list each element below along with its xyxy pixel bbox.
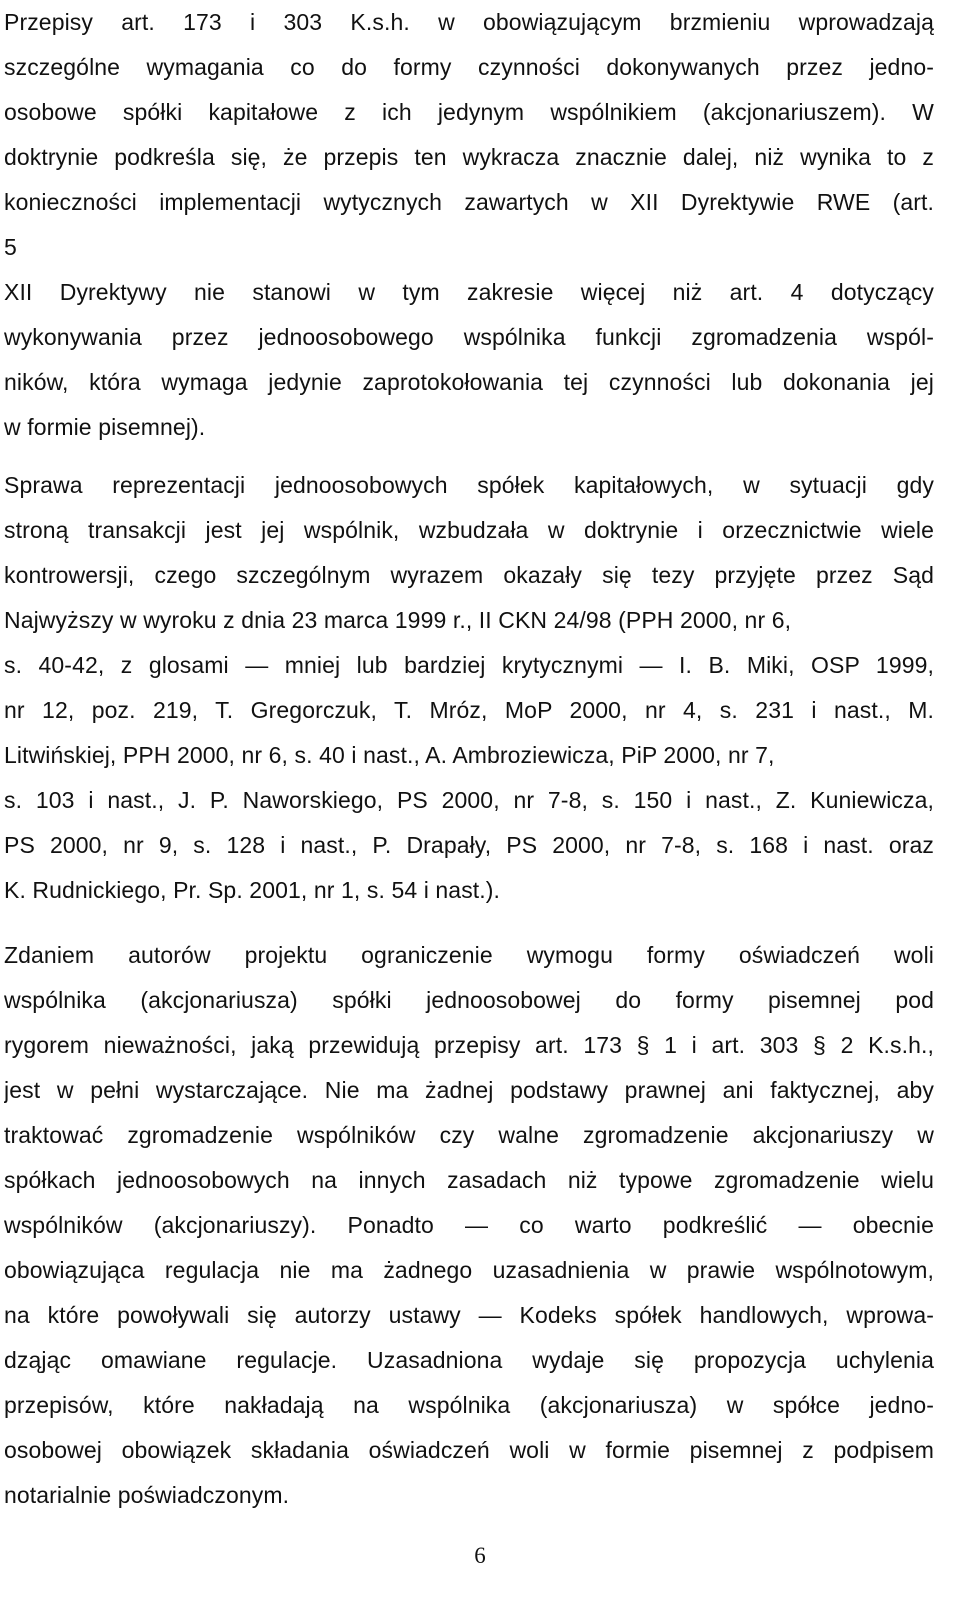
text-line: PS 2000, nr 9, s. 128 i nast., P. Drapały, PS 2000, nr 7-8, s. 168 i nast. oraz bbox=[4, 832, 934, 858]
text-line: stroną transakcji jest jej wspólnik, wzbudzała w doktrynie i orzecznictwie wiele bbox=[4, 517, 934, 543]
text-line: w formie pisemnej). bbox=[4, 414, 206, 440]
text-line: kontrowersji, czego szczególnym wyrazem okazały się tezy przyjęte przez Sąd bbox=[4, 562, 934, 588]
text-line: spółkach jednoosobowych na innych zasadach niż typowe zgromadzenie wielu bbox=[4, 1167, 934, 1193]
text-line: wykonywania przez jednoosobowego wspólnika funkcji zgromadzenia wspól- bbox=[4, 324, 934, 350]
text-line: wspólników (akcjonariuszy). Ponadto — co warto podkreślić — obecnie bbox=[4, 1212, 934, 1238]
page-number: 6 bbox=[474, 1543, 486, 1568]
text-line: dząjąc omawiane regulacje. Uzasadniona wydaje się propozycja uchylenia bbox=[4, 1347, 934, 1373]
text-line: osobowe spółki kapitałowe z ich jedynym wspólnikiem (akcjonariuszem). W bbox=[4, 99, 934, 125]
text-line: obowiązująca regulacja nie ma żadnego uzasadnienia w prawie wspólnotowym, bbox=[4, 1257, 934, 1283]
text-line: Litwińskiej, PPH 2000, nr 6, s. 40 i nast., A. Ambroziewicza, PiP 2000, nr 7, bbox=[4, 742, 775, 768]
text-line: nr 12, poz. 219, T. Gregorczuk, T. Mróz, MoP 2000, nr 4, s. 231 i nast., M. bbox=[4, 697, 934, 723]
text-line: jest w pełni wystarczające. Nie ma żadnej podstawy prawnej ani faktycznej, aby bbox=[4, 1077, 934, 1103]
text-line: Zdaniem autorów projektu ograniczenie wymogu formy oświadczeń woli bbox=[4, 942, 934, 968]
document-page bbox=[4, 0, 934, 1518]
text-line: 5 bbox=[4, 234, 17, 260]
paragraph-1 bbox=[4, 0, 934, 450]
text-line: osobowej obowiązek składania oświadczeń woli w formie pisemnej z podpisem bbox=[4, 1437, 934, 1463]
text-line: przepisów, które nakładają na wspólnika (akcjonariusza) w spółce jedno- bbox=[4, 1392, 934, 1418]
text-line: wspólnika (akcjonariusza) spółki jednoosobowej do formy pisemnej pod bbox=[4, 987, 934, 1013]
text-line: XII Dyrektywy nie stanowi w tym zakresie więcej niż art. 4 dotyczący bbox=[4, 279, 934, 305]
text-line: rygorem nieważności, jaką przewidują przepisy art. 173 § 1 i art. 303 § 2 K.s.h., bbox=[4, 1032, 934, 1058]
text-line: traktować zgromadzenie wspólników czy walne zgromadzenie akcjonariuszy w bbox=[4, 1122, 934, 1148]
text-line: szczególne wymagania co do formy czynności dokonywanych przez jedno- bbox=[4, 54, 934, 80]
text-line: doktrynie podkreśla się, że przepis ten wykracza znacznie dalej, niż wynika to z bbox=[4, 144, 934, 170]
text-line: notarialnie poświadczonym. bbox=[4, 1482, 290, 1508]
text-line: Sprawa reprezentacji jednoosobowych spółek kapitałowych, w sytuacji gdy bbox=[4, 472, 934, 498]
paragraph-3 bbox=[4, 933, 934, 1518]
text-line: konieczności implementacji wytycznych zawartych w XII Dyrektywie RWE (art. bbox=[4, 189, 934, 215]
text-line: Najwyższy w wyroku z dnia 23 marca 1999 r., II CKN 24/98 (PPH 2000, nr 6, bbox=[4, 607, 792, 633]
paragraph-2 bbox=[4, 463, 934, 913]
text-line: ników, która wymaga jedynie zaprotokołowania tej czynności lub dokonania jej bbox=[4, 369, 934, 395]
text-line: s. 40-42, z glosami — mniej lub bardziej krytycznymi — I. B. Miki, OSP 1999, bbox=[4, 652, 934, 678]
text-line: K. Rudnickiego, Pr. Sp. 2001, nr 1, s. 54 i nast.). bbox=[4, 877, 501, 903]
text-line: Przepisy art. 173 i 303 K.s.h. w obowiązującym brzmieniu wprowadzają bbox=[4, 9, 934, 35]
text-line: s. 103 i nast., J. P. Naworskiego, PS 2000, nr 7-8, s. 150 i nast., Z. Kuniewicza, bbox=[4, 787, 934, 813]
text-line: na które powoływali się autorzy ustawy — Kodeks spółek handlowych, wprowa- bbox=[4, 1302, 934, 1328]
